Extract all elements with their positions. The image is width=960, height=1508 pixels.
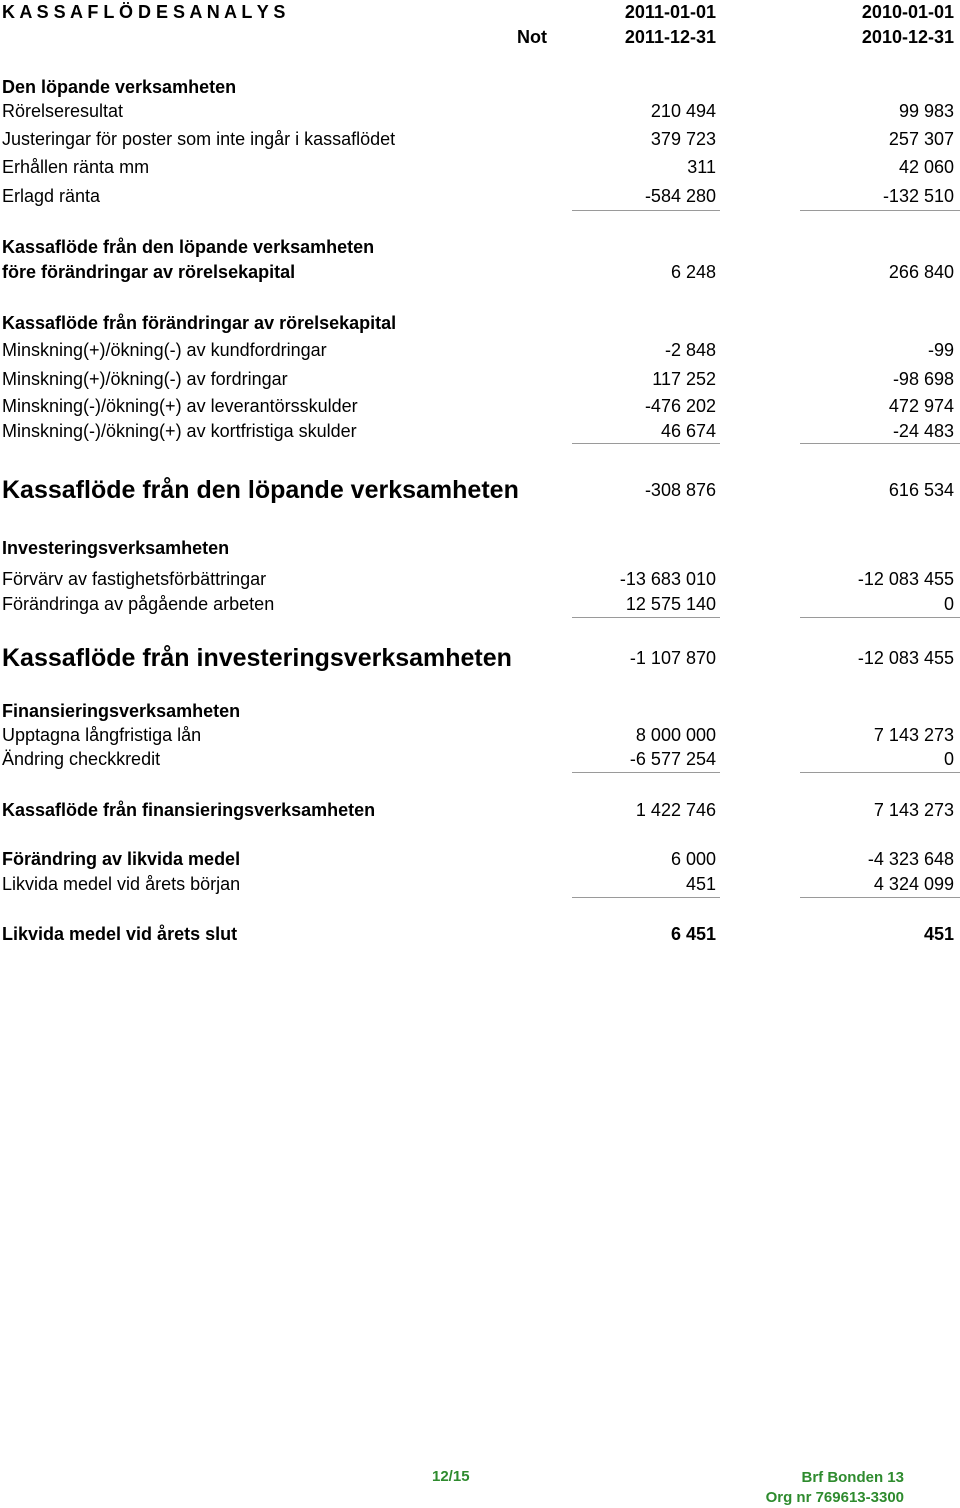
value-2011: -308 876 xyxy=(644,480,716,500)
section-heading xyxy=(0,535,960,561)
row-label: Justeringar för poster som inte ingår i kassaflödet xyxy=(2,129,396,149)
row-label: Upptagna långfristiga lån xyxy=(2,725,202,745)
value-2010: 7 143 273 xyxy=(873,725,954,745)
row-label: Kassaflöde från förändringar av rörelsekapital xyxy=(2,313,397,333)
value-2011: 8 000 000 xyxy=(635,725,716,745)
value-2011: -13 683 010 xyxy=(619,569,716,589)
row-label: Erlagd ränta xyxy=(2,186,101,206)
value-2010: -99 xyxy=(927,340,954,360)
section-heading xyxy=(0,74,960,100)
org-number: Org nr 769613-3300 xyxy=(765,1489,904,1506)
value-2010: 7 143 273 xyxy=(873,800,954,820)
subtotal-rule xyxy=(572,443,720,444)
table-row xyxy=(0,722,960,748)
page-number: 12/15 xyxy=(432,1468,470,1485)
subtotal-rule xyxy=(572,897,720,898)
col1-from-date: 2011-01-01 xyxy=(624,2,716,22)
org-name: Brf Bonden 13 xyxy=(801,1469,904,1486)
value-2010: 257 307 xyxy=(888,129,954,149)
value-2011: 6 451 xyxy=(670,924,716,944)
col2-from-date: 2010-01-01 xyxy=(861,2,954,22)
row-label: Kassaflöde från den löpande verksamheten xyxy=(2,476,519,504)
subtotal-rule xyxy=(800,210,960,211)
row-label: Kassaflöde från den löpande verksamheten xyxy=(2,237,375,257)
value-2010: -12 083 455 xyxy=(857,648,954,668)
subtotal-rule xyxy=(572,617,720,618)
table-row xyxy=(0,366,960,392)
col1-to-date: 2011-12-31 xyxy=(624,27,716,47)
value-2010: -24 483 xyxy=(892,421,954,441)
value-2010: 472 974 xyxy=(888,396,954,416)
subtotal-rule xyxy=(800,897,960,898)
table-row xyxy=(0,846,960,872)
value-2010: -98 698 xyxy=(892,369,954,389)
value-2011: -584 280 xyxy=(644,186,716,206)
total-row xyxy=(0,474,960,506)
value-2010: -4 323 648 xyxy=(867,849,954,869)
subtotal-rule xyxy=(800,772,960,773)
value-2011: 379 723 xyxy=(650,129,716,149)
row-label: före förändringar av rörelsekapital xyxy=(2,262,296,282)
subtotal-rule xyxy=(800,443,960,444)
row-label: Likvida medel vid årets början xyxy=(2,874,241,894)
value-2010: -132 510 xyxy=(882,186,954,206)
value-2011: 1 422 746 xyxy=(635,800,716,820)
row-label: Minskning(-)/ökning(+) av leverantörsskulder xyxy=(2,396,358,416)
value-2010: 42 060 xyxy=(898,157,954,177)
value-2010: 451 xyxy=(923,924,954,944)
value-2011: 6 000 xyxy=(670,849,716,869)
table-row xyxy=(0,154,960,180)
total-row xyxy=(0,921,960,947)
value-2010: 0 xyxy=(943,749,954,769)
value-2010: 99 983 xyxy=(898,101,954,121)
value-2011: 210 494 xyxy=(650,101,716,121)
value-2011: -1 107 870 xyxy=(629,648,716,668)
row-label: Ändring checkkredit xyxy=(2,749,161,769)
table-row xyxy=(0,418,960,444)
section-heading xyxy=(0,310,960,336)
value-2010: 0 xyxy=(943,594,954,614)
subtotal-heading xyxy=(0,234,960,260)
row-label: Finansieringsverksamheten xyxy=(2,701,241,721)
row-label: Likvida medel vid årets slut xyxy=(2,924,238,944)
row-label: Minskning(-)/ökning(+) av kortfristiga skulder xyxy=(2,421,357,441)
total-row xyxy=(0,642,960,674)
value-2010: 4 324 099 xyxy=(873,874,954,894)
table-row xyxy=(0,591,960,617)
value-2011: -6 577 254 xyxy=(629,749,716,769)
value-2011: -476 202 xyxy=(644,396,716,416)
value-2011: 451 xyxy=(685,874,716,894)
row-label: Den löpande verksamheten xyxy=(2,77,237,97)
table-row xyxy=(0,746,960,772)
row-label: Rörelseresultat xyxy=(2,101,124,121)
value-2011: 117 252 xyxy=(652,369,716,389)
row-label: Kassaflöde från finansieringsverksamheten xyxy=(2,800,376,820)
table-row xyxy=(0,871,960,897)
row-label: Investeringsverksamheten xyxy=(2,538,230,558)
row-label: Förändring av likvida medel xyxy=(2,849,241,869)
row-label: Erhållen ränta mm xyxy=(2,157,150,177)
value-2011: 46 674 xyxy=(660,421,716,441)
value-2011: -2 848 xyxy=(664,340,716,360)
subtotal-rule xyxy=(572,772,720,773)
table-row xyxy=(0,566,960,592)
value-2011: 12 575 140 xyxy=(625,594,716,614)
not-column-header: Not xyxy=(517,27,547,47)
value-2011: 311 xyxy=(687,157,716,177)
table-row xyxy=(0,98,960,124)
col2-to-date: 2010-12-31 xyxy=(861,27,954,47)
table-row xyxy=(0,393,960,419)
row-label: Förvärv av fastighetsförbättringar xyxy=(2,569,267,589)
row-label: Minskning(+)/ökning(-) av fordringar xyxy=(2,369,288,389)
subtotal-rule xyxy=(800,617,960,618)
value-2010: 266 840 xyxy=(888,262,954,282)
row-label: Kassaflöde från investeringsverksamheten xyxy=(2,644,512,672)
table-row xyxy=(0,126,960,152)
row-label: Förändringa av pågående arbeten xyxy=(2,594,275,614)
section-heading xyxy=(0,698,960,724)
value-2010: 616 534 xyxy=(888,480,954,500)
value-2010: -12 083 455 xyxy=(857,569,954,589)
value-2011: 6 248 xyxy=(670,262,716,282)
total-row xyxy=(0,797,960,823)
subtotal-rule xyxy=(572,210,720,211)
report-title: K A S S A F L Ö D E S A N A L Y S xyxy=(2,2,286,22)
subtotal-row xyxy=(0,259,960,285)
table-row xyxy=(0,183,960,209)
table-row xyxy=(0,337,960,363)
row-label: Minskning(+)/ökning(-) av kundfordringar xyxy=(2,340,327,360)
